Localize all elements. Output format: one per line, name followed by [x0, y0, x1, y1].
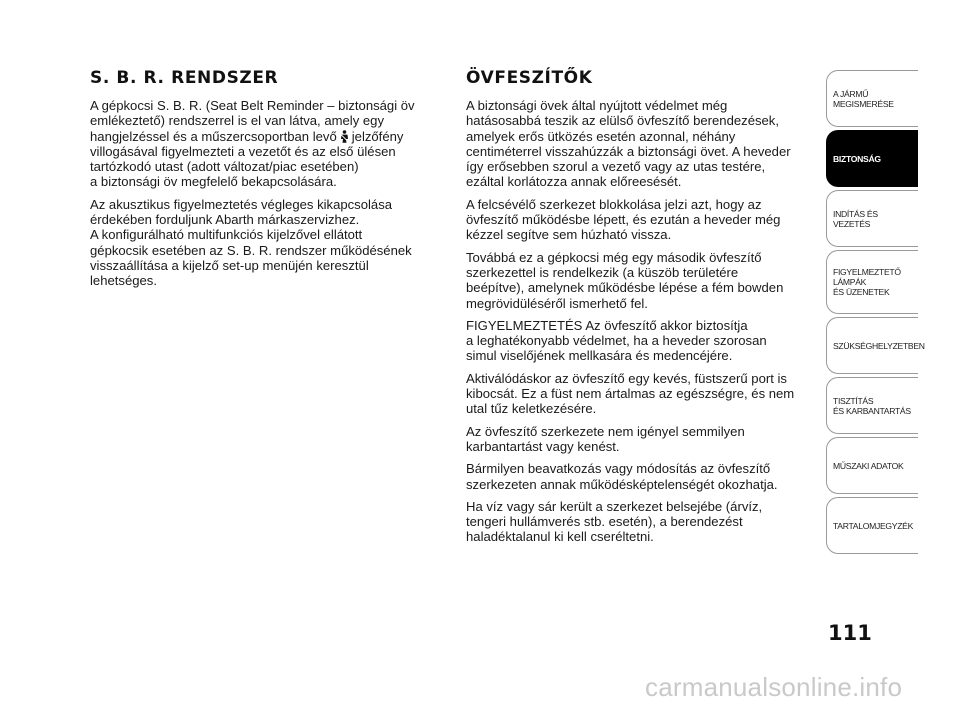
- text-line: megrövidüléséről ismerhető fel.: [466, 295, 648, 311]
- pretensioner-paragraph: [466, 250, 818, 311]
- tab-emergency[interactable]: [826, 317, 925, 374]
- text-line: övfeszítő működésbe lépett, és ezután a heveder még: [466, 212, 781, 228]
- watermark: carmanualsonline.info: [645, 672, 903, 702]
- text-line: szerkezettel is rendelkezik (a küszöb területére: [466, 264, 739, 280]
- pretensioner-paragraph: [466, 98, 818, 190]
- sbr-title: S. B. R. RENDSZER: [90, 68, 279, 88]
- text-line: emlékeztető) rendszerrel is el van látva, amely egy: [90, 113, 385, 129]
- pretensioner-paragraph: [466, 499, 818, 545]
- left-column: [90, 68, 440, 296]
- tab-maintenance[interactable]: [826, 377, 918, 434]
- tab-label: A JÁRMŰ MEGISMERÉSE: [833, 88, 894, 109]
- text-line: FIGYELMEZTETÉS Az övfeszítő akkor biztosítja: [466, 317, 748, 333]
- text-line: haladéktalanul ki kell cseréltetni.: [466, 529, 654, 545]
- text-line: szerkezeten annak működésképtelenségét okozhatja.: [466, 476, 778, 492]
- text-fragment: hangjelzéssel és a műszercsoportban levő: [90, 128, 337, 144]
- text-line: Ha víz vagy sár került a szerkezet belsejébe (árvíz,: [466, 498, 763, 514]
- pretensioner-text: [466, 98, 818, 545]
- page-number: 111: [828, 621, 872, 645]
- text-line: Az övfeszítő szerkezete nem igényel semmilyen: [466, 423, 745, 439]
- text-line: a leghatékonyabb védelmet, ha a heveder szorosan: [466, 333, 767, 349]
- tab-label: BIZTONSÁG: [833, 153, 881, 164]
- tab-index[interactable]: [826, 497, 918, 554]
- tab-technical-data[interactable]: [826, 437, 918, 494]
- text-line: villogásával figyelmezteti a vezetőt és az első ülésen: [90, 143, 396, 159]
- right-column: [466, 68, 818, 552]
- text-line: tartózkodó utast (adott változat/piac esetében): [90, 159, 359, 175]
- text-line: amelyek erős ütközés esetén azonnal, néhány: [466, 128, 736, 144]
- text-line: A biztonsági övek által nyújtott védelmet még: [466, 98, 728, 113]
- text-fragment: jelzőfény: [351, 128, 404, 144]
- text-line: A konfigurálható multifunkciós kijelzővel ellátott: [90, 227, 363, 243]
- text-line: kézzel segítve sem húzható vissza.: [466, 227, 672, 243]
- pretensioner-paragraph: [466, 424, 818, 455]
- text-line: lehetséges.: [90, 273, 157, 289]
- tab-vehicle[interactable]: [826, 70, 918, 127]
- text-line: érdekében forduljunk Abarth márkaszervizhez.: [90, 212, 360, 228]
- pretensioner-title: ÖVFESZÍTŐK: [466, 68, 593, 88]
- text-line: beépítve), amelynek működésbe lépése a fém bowden: [466, 280, 784, 296]
- pretensioner-paragraph: [466, 371, 818, 417]
- text-line: Aktiválódáskor az övfeszítő egy kevés, füstszerű port is: [466, 370, 787, 386]
- text-line: így erősebben szorul a vezető vagy az utas testére,: [466, 159, 766, 175]
- seat-belt-warning-icon: [339, 130, 350, 143]
- text-line: Az akusztikus figyelmeztetés végleges kikapcsolása: [90, 196, 393, 212]
- text-line: Bármilyen beavatkozás vagy módosítás az övfeszítő: [466, 461, 771, 477]
- pretensioner-paragraph: [466, 318, 818, 364]
- text-line: ezáltal korlátozza annak előreesését.: [466, 174, 682, 190]
- pretensioner-paragraph: [466, 197, 818, 243]
- pretensioner-paragraph: [466, 461, 818, 492]
- text-line: tengeri hullámverés stb. esetén), a berendezést: [466, 514, 743, 530]
- section-tabs: [826, 70, 925, 557]
- text-line: visszaállítása a kijelző set-up menüjén keresztül: [90, 257, 369, 273]
- tab-label: MŰSZAKI ADATOK: [833, 460, 904, 471]
- tab-label: INDÍTÁS ÉS VEZETÉS: [833, 208, 878, 229]
- text-line: hatásosabbá teszik az elülső övfeszítő berendezések,: [466, 113, 779, 129]
- tab-safety[interactable]: [826, 130, 918, 187]
- tab-warning-lights[interactable]: [826, 250, 918, 314]
- text-line: kibocsát. Ez a füst nem ártalmas az egészségre, és nem: [466, 386, 795, 402]
- text-line: karbantartást vagy kenést.: [466, 438, 620, 454]
- text-line: simul viselőjének mellkasára és medencéjére.: [466, 348, 733, 364]
- text-line-with-icon: [90, 129, 440, 144]
- text-line: a biztonsági öv megfelelő bekapcsolására.: [90, 174, 337, 190]
- text-line: gépkocsik esetében az S. B. R. rendszer működésének: [90, 242, 412, 258]
- text-line: A felcsévélő szerkezet blokkolása jelzi azt, hogy az: [466, 196, 762, 212]
- tab-label: FIGYELMEZTETŐ LÁMPÁK ÉS ÜZENETEK: [833, 267, 901, 297]
- tab-starting-driving[interactable]: [826, 190, 918, 247]
- tab-label: SZÜKSÉGHELYZETBEN: [833, 340, 925, 351]
- sbr-paragraph-1: [90, 98, 440, 190]
- tab-label: TISZTÍTÁS ÉS KARBANTARTÁS: [833, 395, 911, 416]
- text-line: Továbbá ez a gépkocsi még egy második övfeszítő: [466, 249, 762, 265]
- text-line: A gépkocsi S. B. R. (Seat Belt Reminder – biztonsági öv: [90, 98, 415, 113]
- sbr-paragraph-2: [90, 197, 440, 289]
- tab-label: TARTALOMJEGYZÉK: [833, 520, 914, 531]
- text-line: utal tűz keletkezésére.: [466, 401, 597, 417]
- text-line: centiméterrel visszahúzzák a biztonsági övet. A heveder: [466, 143, 791, 159]
